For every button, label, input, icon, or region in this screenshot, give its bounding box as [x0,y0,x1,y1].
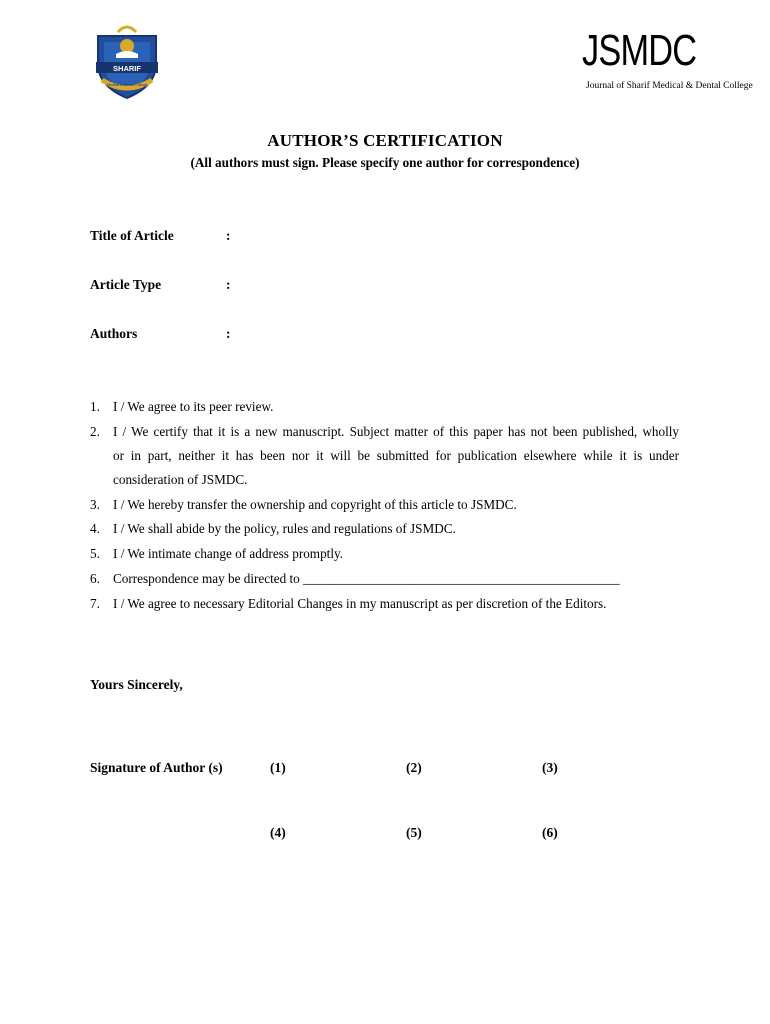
declaration-number: 3. [90,497,100,512]
declaration-text: I / We agree to necessary Editorial Changes in my manuscript as per discretion of the Editors. [113,596,607,611]
article-type-label: Article Type [90,277,162,292]
declaration-text: I / We intimate change of address promptly. [113,546,344,561]
signature-slot-2: (2) [406,760,422,775]
declaration-number: 1. [90,399,100,414]
closing-text: Yours Sincerely, [90,677,183,692]
article-type-colon: : [226,277,231,292]
authors-label: Authors [90,326,138,341]
signature-slot-5: (5) [406,825,422,840]
declaration-text: or in part, neither it has been nor it will be submitted for publication elsewhere while it is under [113,448,679,463]
declaration-number: 4. [90,521,100,536]
journal-subtitle: Journal of Sharif Medical & Dental College [586,81,753,91]
declaration-number: 5. [90,546,100,561]
declaration-number: 2. [90,424,100,439]
signature-label: Signature of Author (s) [90,760,223,775]
signature-slot-4: (4) [270,825,286,840]
declaration-text: I / We shall abide by the policy, rules and regulations of JSMDC. [113,521,456,536]
declaration-text: consideration of JSMDC. [113,472,248,487]
crest-text: SHARIF [113,64,141,73]
crest-caption: Medical & Dental College [106,83,148,87]
page-title: AUTHOR’S CERTIFICATION [267,131,503,150]
correspondence-line: Correspondence may be directed to ________________________________________________ [113,571,620,586]
journal-brand [582,26,753,92]
declaration-number: 6. [90,571,100,586]
journal-title: JSMDC [582,26,697,75]
authors-colon: : [226,326,231,341]
signature-slot-6: (6) [542,825,558,840]
title-of-article-label: Title of Article [90,228,174,243]
college-crest-logo [88,22,166,102]
title-of-article-colon: : [226,228,231,243]
declaration-text: I / We hereby transfer the ownership and copyright of this article to JSMDC. [113,497,517,512]
declaration-number: 7. [90,596,100,611]
page-subtitle: (All authors must sign. Please specify one author for correspondence) [190,155,580,170]
declaration-text: I / We certify that it is a new manuscript. Subject matter of this paper has not been published, wholly [113,424,679,439]
declaration-text: I / We agree to its peer review. [113,399,274,414]
signature-slot-1: (1) [270,760,286,775]
signature-slot-3: (3) [542,760,558,775]
